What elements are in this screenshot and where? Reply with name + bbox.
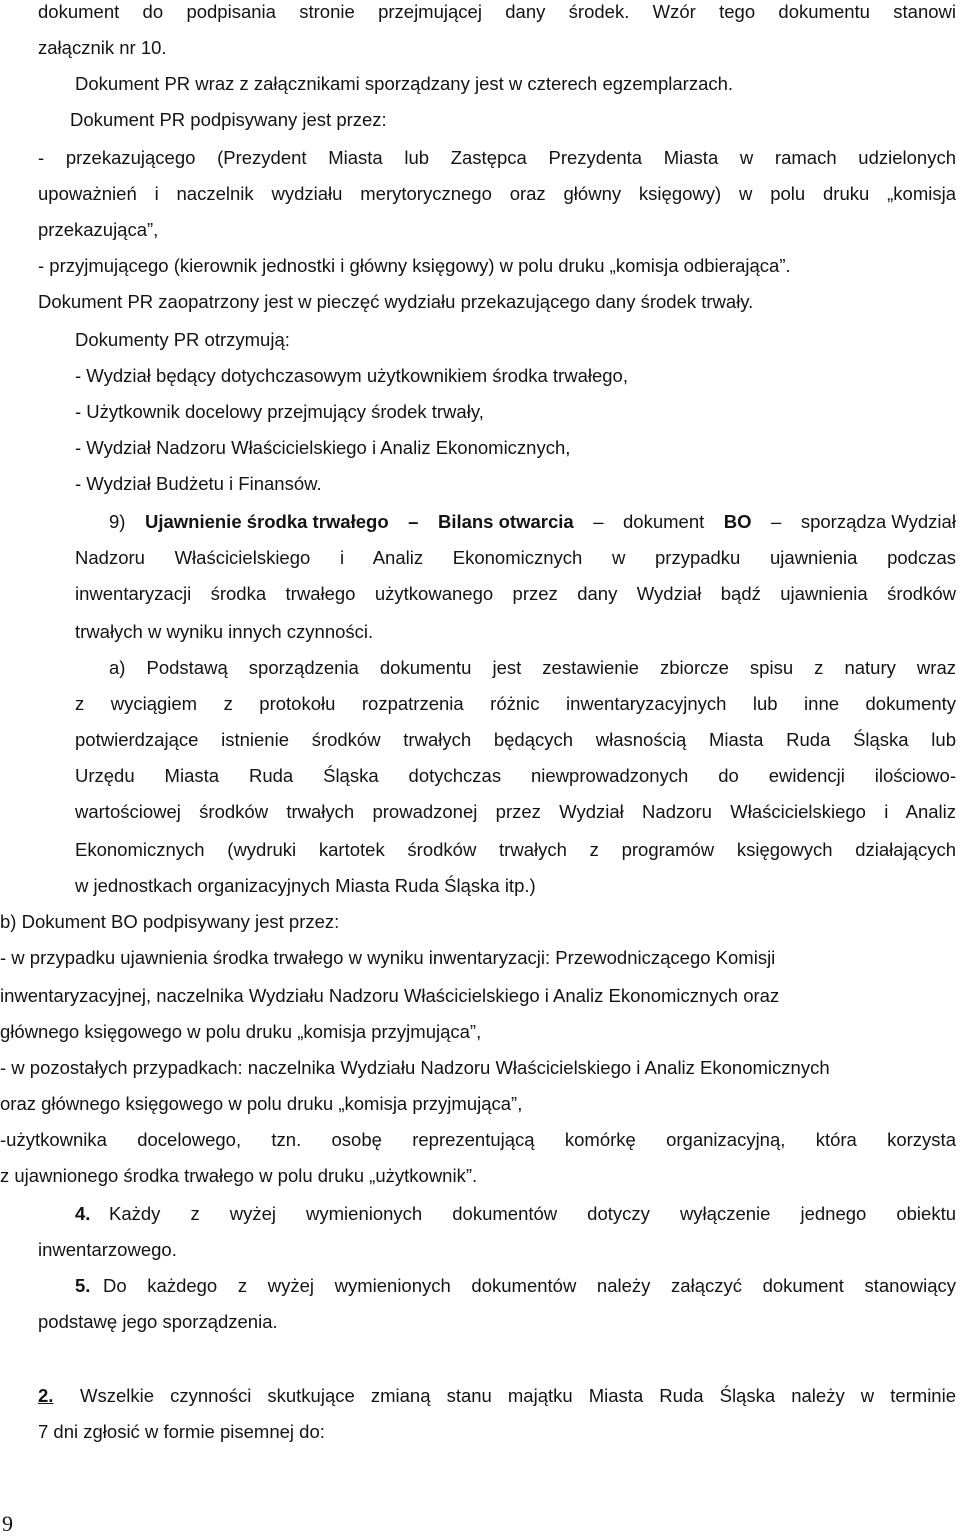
text-fragment: sporządza Wydział <box>800 511 956 532</box>
text-line: a) Podstawą sporządzenia dokumentu jest zestawienie zbiorcze spisu z natury wraz <box>109 657 956 678</box>
text-line: potwierdzające istnienie środków trwałych będących własnością Miasta Ruda Śląska lub <box>75 729 956 750</box>
section-title-2: Bilans otwarcia <box>437 511 574 532</box>
text-line: 7 dni zgłosić w formie pisemnej do: <box>38 1421 325 1442</box>
text-line: -użytkownika docelowego, tzn. osobę reprezentującą komórkę organizacyjną, która korzysta <box>0 1129 956 1150</box>
dash: – <box>408 511 419 532</box>
text-line: - Wydział Nadzoru Właścicielskiego i Analiz Ekonomicznych, <box>75 437 571 458</box>
text-line: w jednostkach organizacyjnych Miasta Ruda Śląska itp.) <box>75 875 536 896</box>
point-number: 5. <box>75 1275 91 1296</box>
point-number: 2. <box>38 1385 54 1406</box>
text-line: - Wydział Budżetu i Finansów. <box>75 473 322 494</box>
text-line: b) Dokument BO podpisywany jest przez: <box>0 911 340 932</box>
doc-code: BO <box>723 511 752 532</box>
text-line: inwentaryzacyjnej, naczelnika Wydziału Nadzoru Właścicielskiego i Analiz Ekonomicznych oraz <box>0 985 780 1006</box>
text-line: - Użytkownik docelowy przejmujący środek trwały, <box>75 401 484 422</box>
section-9-heading <box>109 511 956 533</box>
text-line: przekazująca”, <box>38 219 159 240</box>
text-fragment: dokument <box>623 511 705 532</box>
text-line: Dokument PR podpisywany jest przez: <box>70 109 387 130</box>
text-line: dokument do podpisania stronie przejmującej dany środek. Wzór tego dokumentu stanowi <box>38 1 956 22</box>
text-line: załącznik nr 10. <box>38 37 167 58</box>
point-5 <box>75 1275 956 1297</box>
text-line: Każdy z wyżej wymienionych dokumentów dotyczy wyłączenie jednego obiektu <box>109 1203 956 1224</box>
text-line: Dokumenty PR otrzymują: <box>75 329 290 350</box>
dash-text: – <box>771 511 782 532</box>
text-line: upoważnień i naczelnik wydziału merytorycznego oraz główny księgowy) w polu druku „komisja <box>38 183 956 204</box>
section-number: 9) <box>109 511 126 532</box>
page-number: 9 <box>2 1511 13 1536</box>
text-line: Urzędu Miasta Ruda Śląska dotychczas niewprowadzonych do ewidencji ilościowo- <box>75 765 956 786</box>
text-line: Ekonomicznych (wydruki kartotek środków trwałych z programów księgowych działających <box>75 839 956 860</box>
text-line: oraz głównego księgowego w polu druku „komisja przyjmująca”, <box>0 1093 523 1114</box>
text-line: Wszelkie czynności skutkujące zmianą stanu majątku Miasta Ruda Śląska należy w terminie <box>80 1385 956 1406</box>
text-line: z ujawnionego środka trwałego w polu druku „użytkownik”. <box>0 1165 478 1186</box>
text-line: głównego księgowego w polu druku „komisja przyjmująca”, <box>0 1021 482 1042</box>
text-line: z wyciągiem z protokołu rozpatrzenia różnic inwentaryzacyjnych lub inne dokumenty <box>75 693 956 714</box>
text-line: podstawę jego sporządzenia. <box>38 1311 278 1332</box>
text-line: trwałych w wyniku innych czynności. <box>75 621 374 642</box>
text-line: - w przypadku ujawnienia środka trwałego w wyniku inwentaryzacji: Przewodniczącego Komisji <box>0 947 776 968</box>
text-line: - w pozostałych przypadkach: naczelnika Wydziału Nadzoru Właścicielskiego i Analiz Ekonomicznych <box>0 1057 830 1078</box>
text-line: - przekazującego (Prezydent Miasta lub Zastępca Prezydenta Miasta w ramach udzielonych <box>38 147 956 168</box>
dash-text: – <box>593 511 604 532</box>
point-2 <box>38 1385 956 1407</box>
text-line: - Wydział będący dotychczasowym użytkownikiem środka trwałego, <box>75 365 628 386</box>
text-line: inwentaryzacji środka trwałego użytkowanego przez dany Wydział bądź ujawnienia środków <box>75 583 956 604</box>
point-number: 4. <box>75 1203 91 1224</box>
text-line: - przyjmującego (kierownik jednostki i główny księgowy) w polu druku „komisja odbierająca”. <box>38 255 791 276</box>
text-line: Do każdego z wyżej wymienionych dokumentów należy załączyć dokument stanowiący <box>103 1275 956 1296</box>
text-line: Nadzoru Właścicielskiego i Analiz Ekonomicznych w przypadku ujawnienia podczas <box>75 547 956 568</box>
section-title: Ujawnienie środka trwałego <box>144 511 389 532</box>
text-line: Dokument PR zaopatrzony jest w pieczęć wydziału przekazującego dany środek trwały. <box>38 291 754 312</box>
text-line: wartościowej środków trwałych prowadzonej przez Wydział Nadzoru Właścicielskiego i Analiz <box>75 801 956 822</box>
text-line: Dokument PR wraz z załącznikami sporządzany jest w czterech egzemplarzach. <box>75 73 734 94</box>
text-line: inwentarzowego. <box>38 1239 177 1260</box>
point-4 <box>75 1203 956 1225</box>
